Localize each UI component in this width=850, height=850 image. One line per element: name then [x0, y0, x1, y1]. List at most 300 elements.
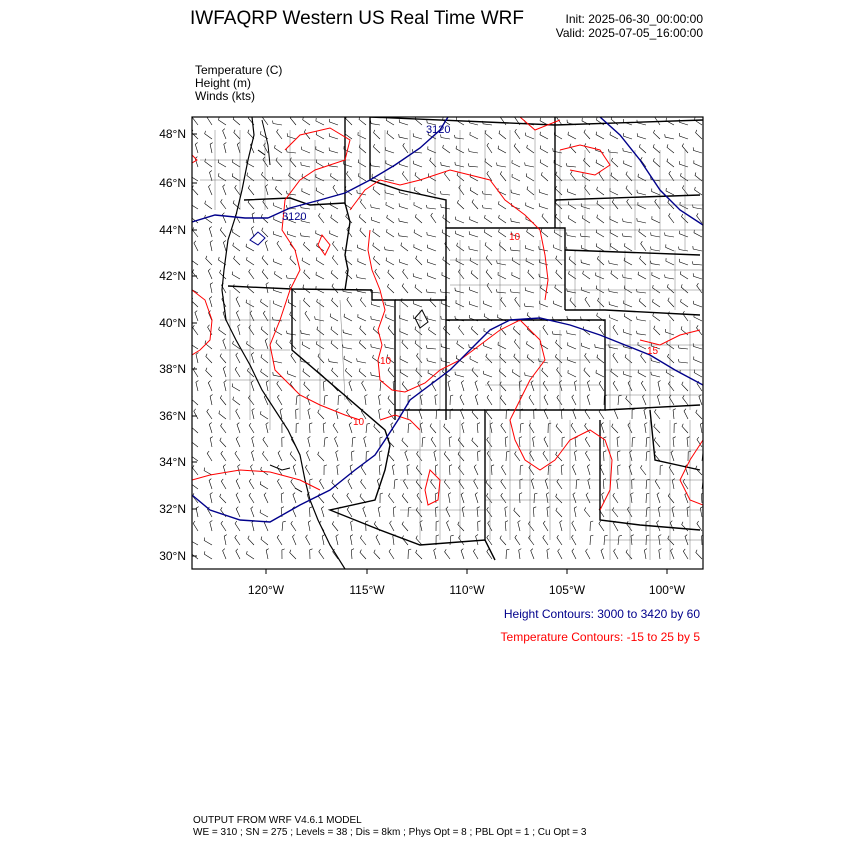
wind-barb	[555, 200, 562, 209]
wind-barb	[329, 148, 338, 154]
wind-barb	[693, 343, 702, 349]
wind-barb	[678, 345, 688, 349]
wind-barb	[596, 243, 604, 251]
wind-barb	[543, 381, 548, 391]
wind-barb	[470, 217, 478, 224]
wind-barb	[247, 173, 254, 181]
wind-barb	[653, 144, 660, 153]
wind-barb	[497, 260, 506, 265]
wind-barb	[526, 203, 534, 210]
wind-barb	[444, 451, 450, 461]
wind-barb	[296, 395, 300, 405]
wind-barb	[529, 465, 534, 475]
wind-barb	[595, 344, 604, 349]
wind-barb	[210, 395, 213, 406]
wind-barb	[278, 451, 282, 461]
wind-barb	[415, 116, 422, 125]
wind-barb	[357, 358, 366, 363]
wind-barb	[447, 521, 451, 531]
wind-barb	[426, 345, 436, 349]
wind-barb	[672, 507, 675, 518]
wind-barb	[415, 214, 422, 223]
wind-barb	[388, 368, 394, 378]
wind-barb	[205, 201, 212, 209]
wind-barb	[303, 117, 310, 125]
wind-barb	[645, 423, 648, 433]
wind-barb	[394, 479, 398, 489]
wind-barb	[261, 537, 268, 546]
wind-barb	[360, 228, 366, 237]
wind-barb	[544, 395, 548, 405]
wind-barb	[205, 131, 212, 139]
wind-barb	[485, 159, 492, 167]
wind-barb	[487, 437, 492, 447]
wind-barb	[514, 508, 520, 517]
wind-barb	[194, 241, 198, 251]
wind-barb	[541, 228, 548, 237]
wind-barb	[543, 521, 548, 531]
wind-barb	[460, 395, 464, 405]
wind-barb	[643, 395, 647, 405]
wind-barb	[680, 202, 688, 209]
wind-barb	[290, 158, 296, 167]
wind-barb	[506, 549, 509, 559]
wind-barb	[519, 381, 522, 391]
wind-barb	[657, 493, 660, 503]
wind-barb	[360, 297, 366, 307]
wind-barb	[515, 451, 520, 461]
wind-barb	[206, 368, 212, 377]
wind-barb	[273, 121, 283, 125]
wind-barb	[345, 368, 352, 377]
wind-barb	[477, 423, 480, 433]
wind-barb	[247, 257, 255, 265]
wind-barb	[307, 451, 311, 461]
wind-barb	[553, 148, 562, 153]
wind-barb	[209, 227, 212, 238]
wind-barb	[678, 359, 688, 363]
wind-barb	[422, 437, 425, 447]
wind-barb	[305, 465, 310, 475]
wind-barb	[529, 521, 535, 531]
wind-barb	[293, 493, 296, 503]
wind-barb	[556, 508, 562, 517]
wind-barb	[427, 358, 436, 363]
wind-barb	[429, 327, 436, 335]
wind-barb	[590, 521, 593, 531]
wind-barb	[440, 289, 450, 293]
wind-barb	[459, 325, 465, 335]
wind-barb	[693, 246, 702, 251]
wind-barb	[501, 493, 506, 503]
wind-barb	[681, 284, 688, 293]
wind-barb	[471, 270, 478, 279]
wind-barb	[603, 479, 606, 489]
wind-barb	[291, 521, 296, 531]
wind-barb	[567, 233, 576, 238]
wind-barb	[653, 285, 660, 293]
wind-barb	[681, 299, 688, 307]
wind-barb	[519, 493, 522, 503]
wind-barb	[572, 465, 576, 475]
wind-barb	[332, 368, 338, 377]
wind-barb	[236, 311, 240, 321]
longitude-label: 110°W	[449, 583, 485, 597]
wind-barb	[296, 409, 299, 419]
wind-barb	[651, 372, 660, 377]
wind-barb	[668, 536, 674, 545]
wind-barb	[652, 216, 660, 223]
wind-barb	[625, 354, 632, 363]
wind-barb	[455, 372, 464, 377]
wind-barb	[416, 256, 422, 265]
temperature-contour-label: 10	[380, 356, 392, 367]
wind-barb	[399, 203, 408, 209]
wind-barb	[455, 162, 464, 167]
wind-barb	[361, 465, 366, 475]
wind-barb	[510, 247, 520, 251]
wind-barb	[640, 256, 646, 265]
field-winds: Winds (kts)	[195, 89, 255, 103]
wind-barb	[289, 173, 296, 181]
wind-barb	[531, 381, 534, 391]
field-height: Height (m)	[195, 76, 252, 90]
latitude-label: 44°N	[159, 223, 186, 237]
wind-barb	[456, 217, 464, 223]
wind-barb	[448, 493, 451, 503]
wind-barb	[387, 215, 394, 223]
wind-barb	[626, 550, 632, 559]
wind-barb	[586, 493, 590, 503]
wind-barb	[296, 423, 299, 433]
wind-barb	[223, 339, 226, 349]
wind-barb	[291, 479, 296, 489]
wind-barb	[272, 177, 282, 181]
wind-barb	[609, 302, 618, 308]
wind-barb	[247, 284, 254, 293]
wind-barb	[499, 131, 506, 140]
wind-barb	[316, 118, 324, 125]
temperature-contours	[192, 117, 703, 510]
wind-barb	[510, 289, 520, 293]
wind-barb	[388, 409, 394, 419]
wind-barb	[443, 145, 450, 153]
wind-barb	[562, 437, 565, 447]
wind-barb	[560, 521, 562, 532]
wind-barb	[525, 287, 534, 293]
wind-barb	[674, 423, 677, 433]
wind-barb	[220, 395, 226, 405]
wind-barb	[414, 161, 423, 167]
wind-barb	[358, 314, 366, 321]
wind-barb	[304, 298, 310, 307]
wind-barb	[613, 325, 618, 335]
wind-barb	[221, 423, 226, 433]
wind-barb	[237, 143, 240, 154]
wind-barb	[252, 437, 254, 448]
wind-barb	[470, 258, 478, 265]
wind-barb	[482, 191, 492, 195]
wind-barb	[290, 550, 296, 559]
wind-barb	[331, 270, 338, 279]
wind-barb	[434, 451, 436, 462]
wind-barb	[478, 521, 481, 531]
wind-barb	[654, 130, 661, 139]
wind-barb	[486, 256, 492, 266]
latitude-label: 30°N	[159, 549, 186, 563]
wind-barb	[359, 340, 366, 349]
wind-barb	[498, 146, 506, 153]
wind-barb	[238, 325, 240, 336]
wind-barb	[387, 229, 395, 237]
wind-barb	[266, 185, 269, 196]
state-borders	[222, 117, 703, 569]
wind-barb	[358, 132, 366, 139]
wind-barb	[303, 369, 310, 378]
wind-barb	[195, 311, 198, 321]
wind-barb	[316, 272, 324, 279]
wind-barb	[543, 451, 548, 461]
wind-barb	[627, 521, 632, 531]
wind-barb	[445, 171, 451, 181]
wind-barb	[363, 507, 366, 517]
wind-barb	[426, 205, 436, 209]
wind-barb	[612, 158, 619, 167]
wind-barb	[612, 507, 618, 517]
wind-barb	[436, 507, 439, 517]
wind-barb	[667, 159, 674, 167]
wind-barb	[319, 549, 324, 559]
wind-barb	[658, 381, 661, 392]
wind-barb	[277, 129, 282, 139]
wind-barb	[416, 479, 422, 489]
wind-barb	[384, 247, 394, 251]
wind-barb	[310, 507, 313, 517]
wind-barb	[694, 357, 702, 364]
wind-barb	[636, 331, 646, 335]
wind-barb	[277, 241, 282, 251]
wind-barb	[261, 369, 268, 377]
wind-barb	[682, 382, 688, 391]
wind-barb	[651, 232, 660, 237]
wind-barb	[568, 370, 576, 377]
wind-barb	[568, 202, 576, 210]
wind-barb	[414, 230, 422, 237]
wind-barb	[331, 327, 338, 336]
wind-barb	[665, 134, 674, 139]
wind-barb	[646, 507, 650, 517]
wind-barb	[401, 243, 408, 251]
wind-barb	[604, 451, 607, 461]
wind-barb	[385, 344, 394, 349]
wind-barb	[359, 214, 366, 223]
wind-barb	[624, 313, 632, 321]
wind-barb	[512, 160, 520, 167]
wind-barb	[206, 256, 212, 265]
wind-barb	[570, 144, 576, 153]
wind-barb	[520, 423, 524, 433]
wind-barb	[696, 550, 702, 559]
wind-barb	[193, 465, 199, 475]
wind-barb	[196, 381, 199, 392]
wind-barb	[668, 354, 675, 363]
wind-barb	[699, 395, 702, 405]
wind-barb	[399, 134, 408, 139]
wind-barb	[251, 465, 255, 475]
wind-barb	[673, 409, 676, 419]
wind-barb	[597, 215, 604, 223]
wind-barb	[525, 162, 534, 167]
wind-barb	[623, 329, 632, 335]
wind-barb	[612, 424, 618, 433]
wind-barb	[655, 199, 660, 209]
longitude-label: 120°W	[247, 583, 285, 597]
wind-barb	[444, 424, 450, 433]
wind-barb	[557, 395, 562, 405]
wind-barb	[525, 245, 534, 251]
wind-barb	[557, 479, 562, 489]
wind-barb	[194, 409, 198, 419]
wind-barb	[668, 298, 674, 307]
wind-barb	[554, 301, 562, 307]
wind-barb	[612, 199, 618, 209]
wind-barb	[475, 395, 478, 406]
wind-barb	[434, 549, 436, 560]
height-contour-label: 3120	[426, 124, 451, 136]
wind-barb	[472, 200, 478, 210]
wind-barb	[237, 423, 240, 433]
wind-barb	[210, 241, 213, 252]
wind-barb	[626, 186, 632, 195]
wind-barb	[236, 297, 240, 307]
wind-barb	[632, 437, 635, 447]
wind-barb	[206, 354, 212, 363]
wind-barb	[499, 229, 506, 237]
wind-barb	[235, 185, 240, 195]
wind-barb	[260, 131, 268, 139]
wind-barb	[572, 395, 576, 405]
wind-barb	[399, 119, 408, 125]
wind-barb	[287, 231, 296, 237]
wind-barb	[514, 144, 520, 154]
wind-barb	[548, 465, 551, 475]
wind-barb	[366, 423, 370, 433]
wind-barb	[252, 521, 254, 532]
wind-barb	[655, 479, 660, 489]
wind-barb	[487, 395, 492, 405]
latitude-labels	[159, 127, 186, 563]
wind-barb	[220, 438, 226, 447]
wind-barb	[470, 356, 478, 363]
wind-barb	[371, 301, 380, 307]
temperature-contour-label: 15	[647, 346, 659, 357]
wind-barb	[682, 424, 688, 433]
wind-barbs	[190, 115, 706, 559]
wind-barb	[417, 451, 422, 461]
wind-barb	[555, 354, 562, 363]
wind-barb	[441, 162, 450, 167]
wind-barb	[572, 549, 576, 559]
wind-barb	[586, 549, 590, 559]
wind-barb	[428, 146, 436, 153]
wind-barb	[512, 174, 520, 181]
wind-barb	[585, 437, 590, 447]
wind-barb	[613, 493, 618, 503]
wind-barb	[548, 423, 551, 433]
wind-barb	[251, 507, 254, 517]
wind-barb	[444, 326, 451, 335]
wind-barb	[484, 343, 492, 349]
wind-barb	[251, 381, 254, 391]
wind-barb	[646, 493, 649, 503]
wind-barb	[385, 176, 394, 181]
wind-barb	[456, 231, 464, 237]
wind-barb	[485, 242, 492, 251]
wind-barb	[655, 409, 661, 419]
wind-barb	[601, 423, 604, 434]
wind-barb	[235, 367, 240, 377]
wind-barb	[626, 396, 632, 405]
wind-barb	[514, 354, 520, 363]
wind-barb	[641, 353, 646, 363]
wind-barb	[597, 187, 604, 195]
county-lines	[200, 130, 703, 560]
wind-barb	[360, 535, 366, 545]
wind-barb	[541, 172, 548, 181]
wind-barb	[573, 493, 576, 503]
wind-barb	[223, 241, 226, 252]
wind-barb	[291, 353, 296, 363]
wind-barb	[260, 411, 268, 419]
wind-barb	[669, 213, 674, 223]
wind-barb	[454, 135, 464, 139]
wind-barb	[596, 370, 604, 377]
wind-barb	[679, 247, 689, 251]
wind-barb	[329, 359, 339, 363]
wind-barb	[428, 245, 437, 251]
wind-barb	[458, 437, 464, 447]
wind-barb	[420, 423, 423, 433]
wind-barb	[308, 437, 311, 448]
wind-barb	[641, 241, 646, 251]
wind-barb	[426, 289, 436, 293]
wind-barb	[667, 144, 674, 153]
wind-barb	[552, 331, 562, 335]
wind-barb	[414, 301, 423, 307]
wind-barb	[207, 409, 212, 419]
wind-barb	[539, 203, 548, 209]
wind-barb	[575, 381, 578, 391]
wind-barb	[543, 325, 548, 335]
wind-barb	[448, 381, 451, 392]
wind-barb	[330, 119, 339, 125]
wind-barb	[556, 172, 562, 181]
wind-barb	[498, 342, 506, 349]
wind-barb	[693, 147, 702, 153]
wind-barb	[332, 298, 338, 307]
wind-barb	[221, 199, 226, 209]
wind-barb	[694, 370, 702, 377]
wind-barb	[221, 451, 226, 461]
wind-barb	[265, 339, 268, 350]
wind-barb	[654, 438, 660, 448]
wind-barb	[400, 369, 408, 377]
wind-barb	[568, 342, 576, 349]
wind-barb	[260, 510, 268, 517]
wind-barb	[556, 256, 562, 265]
wind-barb	[261, 354, 268, 363]
wind-barb	[300, 233, 310, 237]
